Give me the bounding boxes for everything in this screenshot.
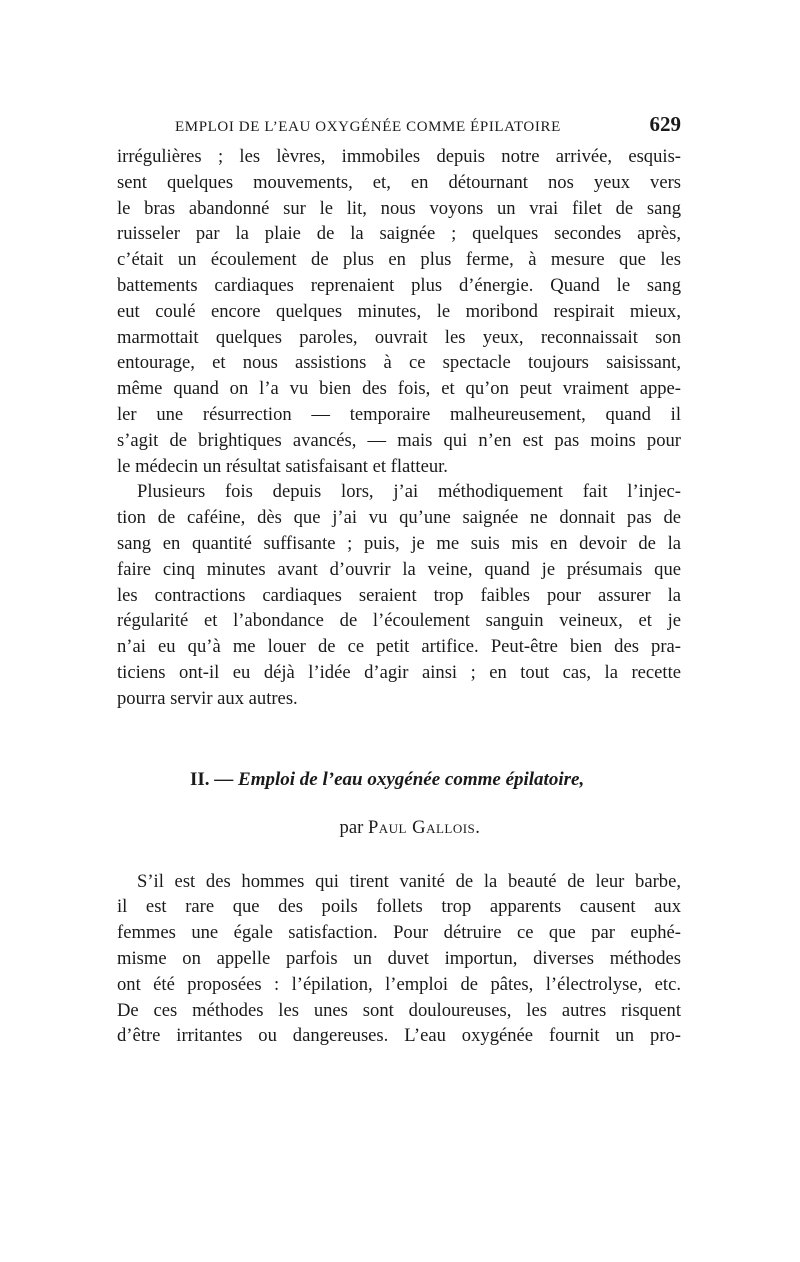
text-line: ler une résurrection — temporaire malheureusement, quand il xyxy=(117,403,681,425)
text-line: entourage, et nous assistions à ce spectacle toujours saisissant, xyxy=(117,352,681,374)
text-line: n’ai eu qu’à me louer de ce petit artifice. Peut-être bien des pra- xyxy=(117,636,681,658)
text-line: pourra servir aux autres. xyxy=(117,687,298,709)
section-number: II. — xyxy=(190,768,234,790)
text-line: S’il est des hommes qui tirent vanité de la beauté de leur barbe, xyxy=(137,870,681,892)
text-line: marmottait quelques paroles, ouvrait les yeux, reconnaissait son xyxy=(117,326,681,348)
text-line: irrégulières ; les lèvres, immobiles depuis notre arrivée, esquis- xyxy=(117,146,681,167)
text-line: femmes une égale satisfaction. Pour détruire ce que par euphé- xyxy=(117,922,681,944)
text-line: régularité et l’abondance de l’écoulement sanguin veineux, et je xyxy=(117,610,681,632)
text-line: sent quelques mouvements, et, en détournant nos yeux vers xyxy=(117,171,681,193)
text-line: il est rare que des poils follets trop apparents causent aux xyxy=(117,896,681,918)
text-line: le médecin un résultat satisfaisant et flatteur. xyxy=(117,455,448,477)
author-line xyxy=(139,817,681,869)
text-line: misme on appelle parfois un duvet importun, diverses méthodes xyxy=(117,947,681,969)
text-line: ruisseler par la plaie de la saignée ; quelques secondes après, xyxy=(117,223,681,245)
text-line: tion de caféine, dès que j’ai vu qu’une saignée ne donnait pas de xyxy=(117,507,681,529)
text-line: Plusieurs fois depuis lors, j’ai méthodiquement fait l’injec- xyxy=(137,481,681,503)
text-line: d’être irritantes ou dangereuses. L’eau oxygénée fournit un pro- xyxy=(117,1025,681,1047)
text-line: même quand on l’a vu bien des fois, et qu’on peut vraiment appe- xyxy=(117,378,681,400)
text-line: c’était un écoulement de plus en plus ferme, à mesure que les xyxy=(117,249,681,271)
text-line: battements cardiaques reprenaient plus d’énergie. Quand le sang xyxy=(117,274,681,296)
text-line: eut coulé encore quelques minutes, le moribond respirait mieux, xyxy=(117,300,681,322)
running-title: EMPLOI DE L’EAU OXYGÉNÉE COMME ÉPILATOIRE xyxy=(175,119,561,135)
running-head xyxy=(117,112,681,142)
section-heading xyxy=(190,769,681,799)
section-title: Emploi de l’eau oxygénée comme épilatoire, xyxy=(238,768,585,790)
paragraph-hydrogen-peroxide xyxy=(117,869,681,1050)
text-line: sang en quantité suffisante ; puis, je me suis mis en devoir de la xyxy=(117,532,681,554)
text-line: le bras abandonné sur le lit, nous voyons un vrai filet de sang xyxy=(117,197,681,219)
book-page xyxy=(117,112,681,1049)
text-line: les contractions cardiaques seraient trop faibles pour assurer la xyxy=(117,584,681,606)
page-number: 629 xyxy=(649,112,681,136)
text-line: faire cinq minutes avant d’ouvrir la veine, quand je présumais que xyxy=(117,558,681,580)
author-prefix: par xyxy=(339,816,364,838)
author-name: Paul Gallois. xyxy=(367,816,481,838)
text-line: s’agit de brightiques avancés, — mais qui n’en est pas moins pour xyxy=(117,429,681,451)
paragraph-caffeine xyxy=(117,479,681,711)
paragraph-continued xyxy=(117,144,681,479)
text-line: De ces méthodes les unes sont douloureuses, les autres risquent xyxy=(117,999,681,1021)
text-line: ticiens ont-il eu déjà l’idée d’agir ainsi ; en tout cas, la recette xyxy=(117,661,681,683)
text-line: ont été proposées : l’épilation, l’emploi de pâtes, l’électrolyse, etc. xyxy=(117,973,681,995)
